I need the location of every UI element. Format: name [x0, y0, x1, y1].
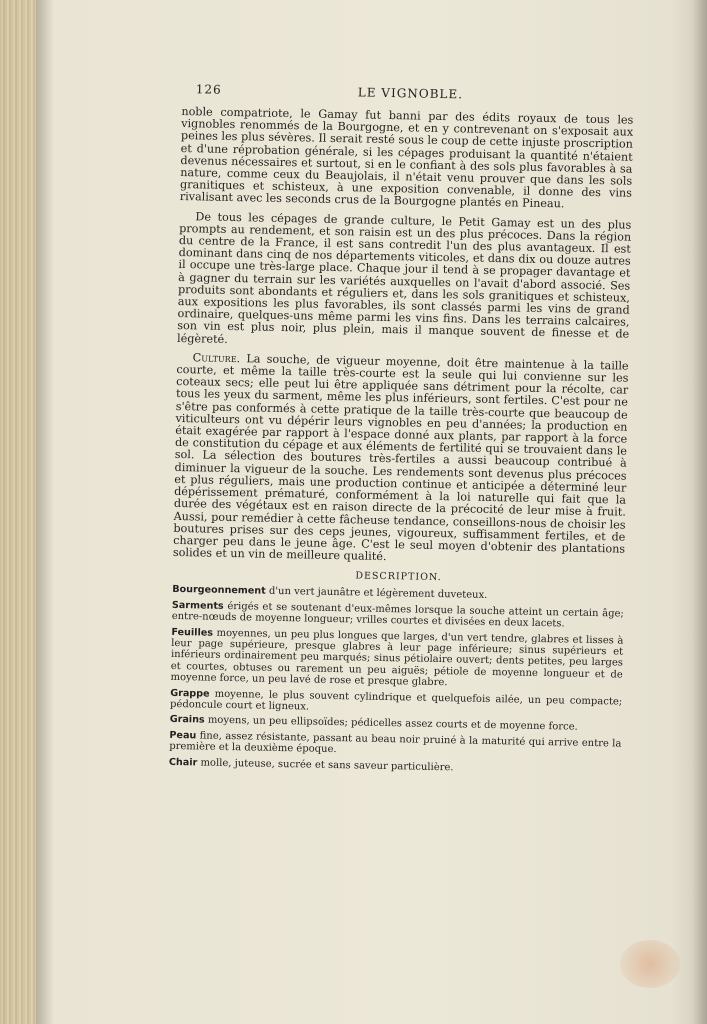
page-content	[169, 82, 634, 781]
page-number: 126	[195, 82, 222, 97]
description-text: érigés et se soutenant d'eux-mêmes lorsque la souche atteint un certain âge; entre-nœuds de moyenne longueur; vrilles courtes et divisées en deux lacets.	[171, 600, 624, 630]
description-entry-grappe	[170, 687, 622, 718]
description-term: Sarments	[171, 599, 224, 612]
paragraph-culture	[173, 352, 629, 568]
gutter-shadow	[36, 0, 54, 1024]
running-title: LE VIGNOBLE.	[357, 85, 464, 102]
description-text: d'un vert jaunâtre et légèrement duveteux.	[268, 586, 488, 602]
description-term: Bourgeonnement	[172, 584, 266, 598]
description-heading: DESCRIPTION.	[355, 570, 442, 584]
paragraph-lead: Culture.	[192, 351, 241, 366]
description-entry-peau	[169, 730, 621, 761]
description-term: Grappe	[170, 687, 210, 700]
description-text: fine, assez résistante, passant au beau noir pruiné à la maturité qui arrive entre la première et la deuxième époque.	[169, 730, 622, 756]
description-list	[169, 584, 624, 776]
paper-stain	[620, 940, 680, 988]
description-term: Peau	[169, 729, 197, 742]
description-term: Grains	[169, 714, 205, 726]
paragraph-text: De tous les cépages de grande culture, le Petit Gamay est un des plus prompts au rendement, et son raisin est un des plus précoces. Dans la région du centre de la France, il est sans contredit l'un des plus avantageux. Il est dominant dans cinq de nos départements viticoles, et dans dix ou douze autres il occupe une très-large place. Chaque jour il tend à se propager davantage et à gagner du terrain sur les variétés auxquelles on l'avait d'abord associé. Ses produits sont abondants et réguliers et, dans les sols granitiques et schisteux, aux expositions les plus favorables, ils sont classés parmi les vins de grand ordinaire, quelques-uns même parmi les vins fins. Dans les terrains calcaires, son vin est plus noir, plus plein, mais il manque souvent de finesse et de légèreté.	[176, 209, 632, 346]
right-page-edge	[693, 0, 707, 1024]
description-text: moyenne, le plus souvent cylindrique et quelquefois ailée, un peu compacte; pédoncule court et ligneux.	[169, 688, 623, 713]
description-text: molle, juteuse, sucrée et sans saveur particulière.	[200, 757, 454, 773]
body-text	[173, 106, 634, 568]
description-entry-sarments	[172, 600, 624, 631]
description-text: moyennes, un peu plus longues que larges, d'un vert tendre, glabres et lisses à leur page supérieure, presque glabres à leur page inférieure; sinus supérieurs et inférieurs ordinairement peu marqués; sinus pétiolaire ouvert; dents petites, peu larges et courtes, obtuses ou rarement un peu aiguës; pétiole de moyenne longueur et de moyenne force, un peu lavé de rose et presque glabre.	[170, 627, 624, 689]
description-text: moyens, un peu ellipsoïdes; pédicelles assez courts et de moyenne force.	[207, 714, 578, 734]
description-term: Feuilles	[171, 626, 214, 639]
paragraph-text: La souche, de vigueur moyenne, doit être maintenue à la taille courte, et même la taille très-courte est la seule qui lui convienne sur les coteaux secs; elle peut lui être appliquée sans détriment pour la récolte, car tous les yeux du sarment, même les plus inférieurs, sont fertiles. C'est pour ne s'être pas conformés à cette pratique de la taille très-courte que beaucoup de viticulteurs ont vu dépérir leurs vignobles en peu d'années; la production en était exagérée par rapport à l'espace donné aux plants, par rapport à la force de constitution du cépage et aux éléments de fertilité qui se trouvaient dans le sol. La sélection des boutures très-fertiles a aussi beaucoup contribué à diminuer la vigueur de la souche. Les rendements sont devenus plus précoces et plus réguliers, mais une production continue et anticipée a déterminé leur dépérissement prématuré, conformément à la loi naturelle qui fait que la durée des végétaux est en raison directe de la précocité de leur mise à fruit. Aussi, pour remédier à cette fâcheuse tendance, conseillons-nous de choisir les boutures prises sur des ceps jeunes, vigoureux, suffisamment fertiles, et de charger peu dans le jeune âge. C'est le seul moyen d'obtenir des plantations solides et un vin de meilleure qualité.	[172, 352, 629, 564]
paragraph-text: noble compatriote, le Gamay fut banni par des édits royaux de tous les vignobles renommés de la Bourgogne, et en y contrevenant on s'exposait aux peines les plus sévères. Il serait resté sous le coup de cette injuste proscription et d'une réprobation générale, si les cépages produisant la quantité n'étaient devenus nécessaires et surtout, si en le confiant à des sols plus favorables à sa nature, comme ceux du Beaujolais, il n'était venu prouver que dans les sols granitiques et schisteux, à une exposition convenable, il donne des vins rivalisant avec les seconds crus de la Bourgogne plantés en Pineau.	[179, 104, 634, 211]
description-term: Chair	[168, 756, 198, 769]
paragraph-petit-gamay	[177, 211, 631, 354]
description-entry-feuilles	[170, 626, 623, 692]
paragraph-gamay-history	[180, 106, 634, 212]
page-edge-stack	[0, 0, 36, 1024]
